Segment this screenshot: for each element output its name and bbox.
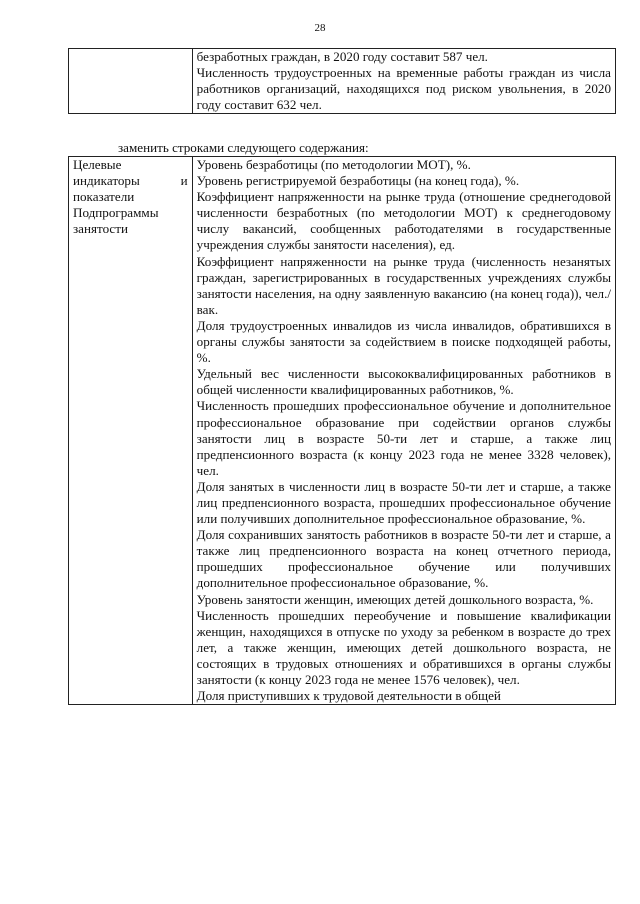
label-word: и: [180, 173, 188, 189]
indicator-paragraph: Коэффициент напряженности на рынке труда (отношение среднегодовой численности безработных (по методологии МОТ) к среднегодовому числу вакансий, сообщенных работодателями в государственные учреждения службы занятости населения), ед.: [196, 189, 611, 253]
label-line: [73, 173, 188, 189]
indicator-label-cell: [69, 157, 193, 705]
label-line: показатели: [73, 189, 135, 205]
table-cell-empty: [69, 49, 193, 114]
indicator-paragraph: Численность прошедших переобучение и повышение квалификации женщин, находящихся в отпуске по уходу за ребенком в возрасте до трех лет, а также женщин, имеющих детей дошкольного возраста, не состоящих в трудовых отношениях и обратившихся в органы службы занятости (к концу 2023 года не менее 1576 человек), чел.: [196, 607, 611, 687]
indicator-paragraph: Доля сохранивших занятость работников в возрасте 50-ти лет и старше, а также лиц предпенсионного возраста на конец отчетного периода, прошедших профессиональное обучение или получивших дополнительное профессиональное образование, %.: [196, 527, 611, 591]
paragraph: Численность трудоустроенных на временные работы граждан из числа работников организаций, находящихся под риском увольнения, в 2020 году составит 632 чел.: [196, 65, 611, 113]
indicator-paragraph: Уровень безработицы (по методологии МОТ), %.: [196, 157, 471, 172]
label-word: индикаторы: [73, 173, 140, 189]
page-number: 28: [314, 22, 326, 34]
label-line: Подпрограммы: [73, 205, 159, 221]
table-row: [69, 49, 616, 114]
table-cell-text: [192, 49, 615, 114]
label-line: занятости: [73, 221, 128, 237]
indicator-paragraph: Численность прошедших профессиональное обучение и дополнительное профессиональное образование при содействии органов службы занятости лиц в возрасте 50-ти лет и старше, а также лиц предпенсионного возраста (к концу 2023 года не менее 3328 человек), чел.: [196, 398, 611, 478]
indicator-paragraph: Уровень занятости женщин, имеющих детей дошкольного возраста, %.: [196, 591, 594, 607]
indicator-paragraph: Коэффициент напряженности на рынке труда (численность незанятых граждан, зарегистрированных в государственных учреждениях службы занятости населения, на одну заявленную вакансию (на конец года)), чел./вак.: [196, 253, 611, 317]
indicator-paragraph: Доля трудоустроенных инвалидов из числа инвалидов, обратившихся в органы службы занятости за содействием в поиске подходящей работы, %.: [196, 317, 611, 366]
indicator-paragraph: Удельный вес численности высококвалифицированных работников в общей численности квалифицированных работников, %.: [196, 366, 611, 398]
indicator-paragraph: Уровень регистрируемой безработицы (на конец года), %.: [196, 173, 520, 189]
indicator-paragraph: Доля занятых в численности лиц в возрасте 50-ти лет и старше, а также лиц предпенсионного возраста, прошедших профессиональное обучение или получивших дополнительное профессиональное образование, %.: [196, 478, 611, 527]
indicator-list-cell: [192, 157, 615, 705]
indicator-paragraph: Доля приступивших к трудовой деятельности в общей: [196, 688, 501, 704]
table-row: [69, 157, 616, 705]
intro-text: заменить строками следующего содержания:: [118, 140, 369, 155]
main-table: [68, 156, 616, 705]
top-table: [68, 48, 616, 114]
paragraph: безработных граждан, в 2020 году составит 587 чел.: [196, 49, 488, 64]
label-line: Целевые: [73, 157, 122, 172]
